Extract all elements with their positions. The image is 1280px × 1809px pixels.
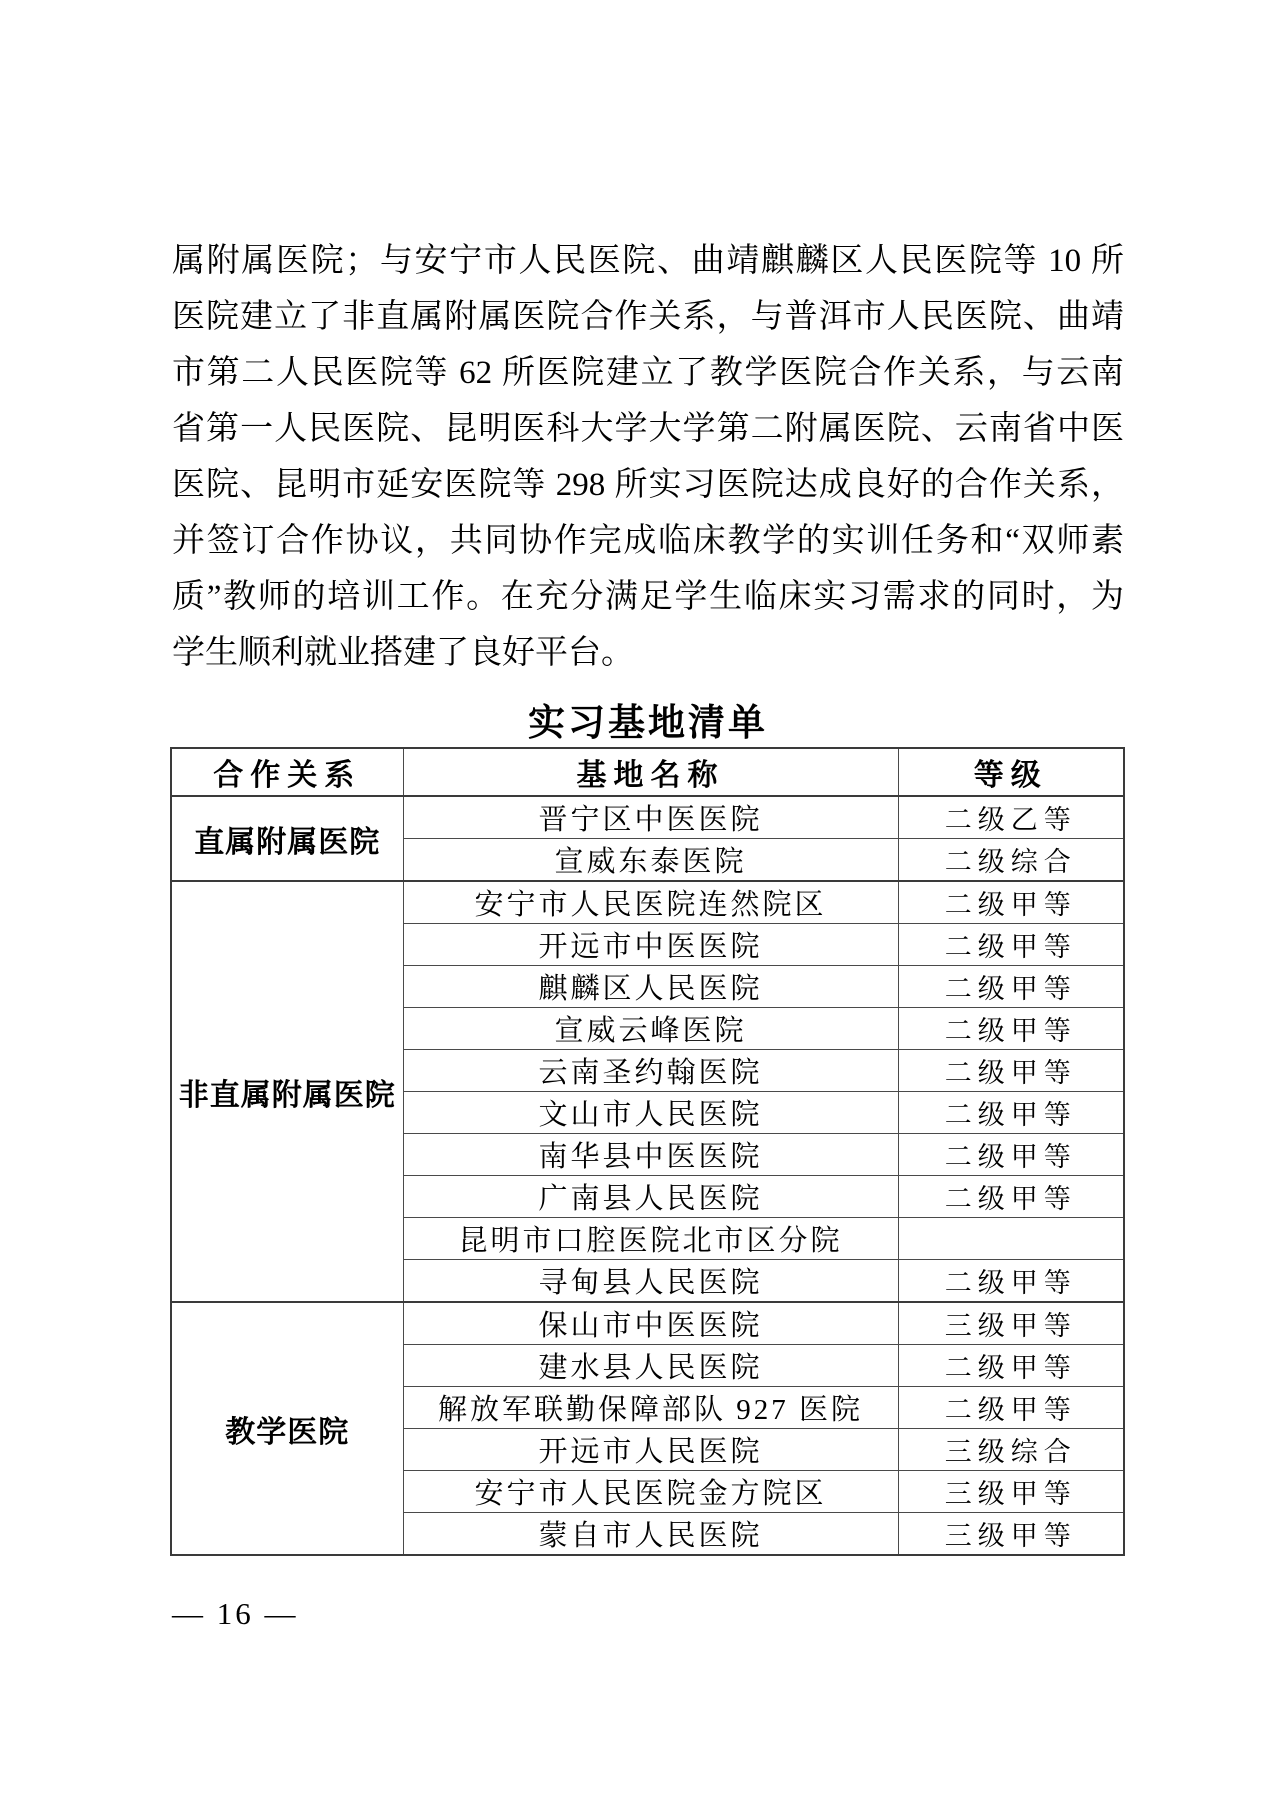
- base-name-cell: 开远市人民医院: [403, 1429, 898, 1471]
- header-base-name: 基地名称: [403, 748, 898, 796]
- paragraph-line-8: 学生顺利就业搭建了良好平台。: [172, 635, 634, 671]
- table-row: [171, 796, 1124, 839]
- grade-cell: 二级甲等: [898, 924, 1124, 966]
- grade-cell: 三级甲等: [898, 1302, 1124, 1345]
- grade-cell: 三级甲等: [898, 1471, 1124, 1513]
- base-name-cell: 开远市中医医院: [403, 924, 898, 966]
- table-row: [171, 881, 1124, 924]
- grade-cell: 二级甲等: [898, 1134, 1124, 1176]
- grade-cell: 二级甲等: [898, 1008, 1124, 1050]
- grade-cell: 二级乙等: [898, 796, 1124, 839]
- base-name-cell: 云南圣约翰医院: [403, 1050, 898, 1092]
- table-header-row: [171, 748, 1124, 796]
- paragraph-line-4: 省第一人民医院、昆明医科大学大学第二附属医院、云南省中医: [172, 411, 1124, 447]
- paragraph-line-7: 质”教师的培训工作。在充分满足学生临床实习需求的同时，为: [172, 579, 1124, 615]
- internship-base-table: [170, 747, 1125, 1556]
- paragraph-line-2: 医院建立了非直属附属医院合作关系，与普洱市人民医院、曲靖: [172, 299, 1124, 335]
- table-title: 实习基地清单: [528, 703, 768, 744]
- grade-cell: 二级甲等: [898, 1260, 1124, 1303]
- paragraph-line-1: 属附属医院；与安宁市人民医院、曲靖麒麟区人民医院等 10 所: [172, 243, 1124, 279]
- grade-cell: [898, 1218, 1124, 1260]
- grade-cell: 二级甲等: [898, 1092, 1124, 1134]
- relation-cell-teaching-hospital: 教学医院: [171, 1302, 403, 1555]
- base-name-cell: 昆明市口腔医院北市区分院: [403, 1218, 898, 1260]
- base-name-cell: 麒麟区人民医院: [403, 966, 898, 1008]
- base-name-cell: 南华县中医医院: [403, 1134, 898, 1176]
- base-name-cell: 安宁市人民医院金方院区: [403, 1471, 898, 1513]
- paragraph-line-5: 医院、昆明市延安医院等 298 所实习医院达成良好的合作关系，: [172, 467, 1124, 503]
- grade-cell: 二级综合: [898, 839, 1124, 882]
- page-number: — 16 —: [172, 1596, 299, 1631]
- grade-cell: 三级综合: [898, 1429, 1124, 1471]
- base-name-cell: 文山市人民医院: [403, 1092, 898, 1134]
- base-name-cell: 建水县人民医院: [403, 1345, 898, 1387]
- grade-cell: 三级甲等: [898, 1513, 1124, 1556]
- base-name-cell: 宣威云峰医院: [403, 1008, 898, 1050]
- base-name-cell: 保山市中医医院: [403, 1302, 898, 1345]
- relation-cell-non-direct-affiliated: 非直属附属医院: [171, 881, 403, 1302]
- base-name-cell: 解放军联勤保障部队 927 医院: [403, 1387, 898, 1429]
- grade-cell: 二级甲等: [898, 1050, 1124, 1092]
- grade-cell: 二级甲等: [898, 1345, 1124, 1387]
- table-row: [171, 1302, 1124, 1345]
- base-name-cell: 晋宁区中医医院: [403, 796, 898, 839]
- header-cooperation-relation: 合作关系: [171, 748, 403, 796]
- grade-cell: 二级甲等: [898, 881, 1124, 924]
- grade-cell: 二级甲等: [898, 966, 1124, 1008]
- paragraph-line-6: 并签订合作协议，共同协作完成临床教学的实训任务和“双师素: [172, 523, 1124, 559]
- base-name-cell: 广南县人民医院: [403, 1176, 898, 1218]
- base-name-cell: 蒙自市人民医院: [403, 1513, 898, 1556]
- base-name-cell: 安宁市人民医院连然院区: [403, 881, 898, 924]
- base-name-cell: 宣威东泰医院: [403, 839, 898, 882]
- relation-cell-direct-affiliated: 直属附属医院: [171, 796, 403, 881]
- base-name-cell: 寻甸县人民医院: [403, 1260, 898, 1303]
- body-paragraph: [172, 233, 1124, 681]
- paragraph-line-3: 市第二人民医院等 62 所医院建立了教学医院合作关系，与云南: [172, 355, 1124, 391]
- grade-cell: 二级甲等: [898, 1387, 1124, 1429]
- header-grade: 等级: [898, 748, 1124, 796]
- grade-cell: 二级甲等: [898, 1176, 1124, 1218]
